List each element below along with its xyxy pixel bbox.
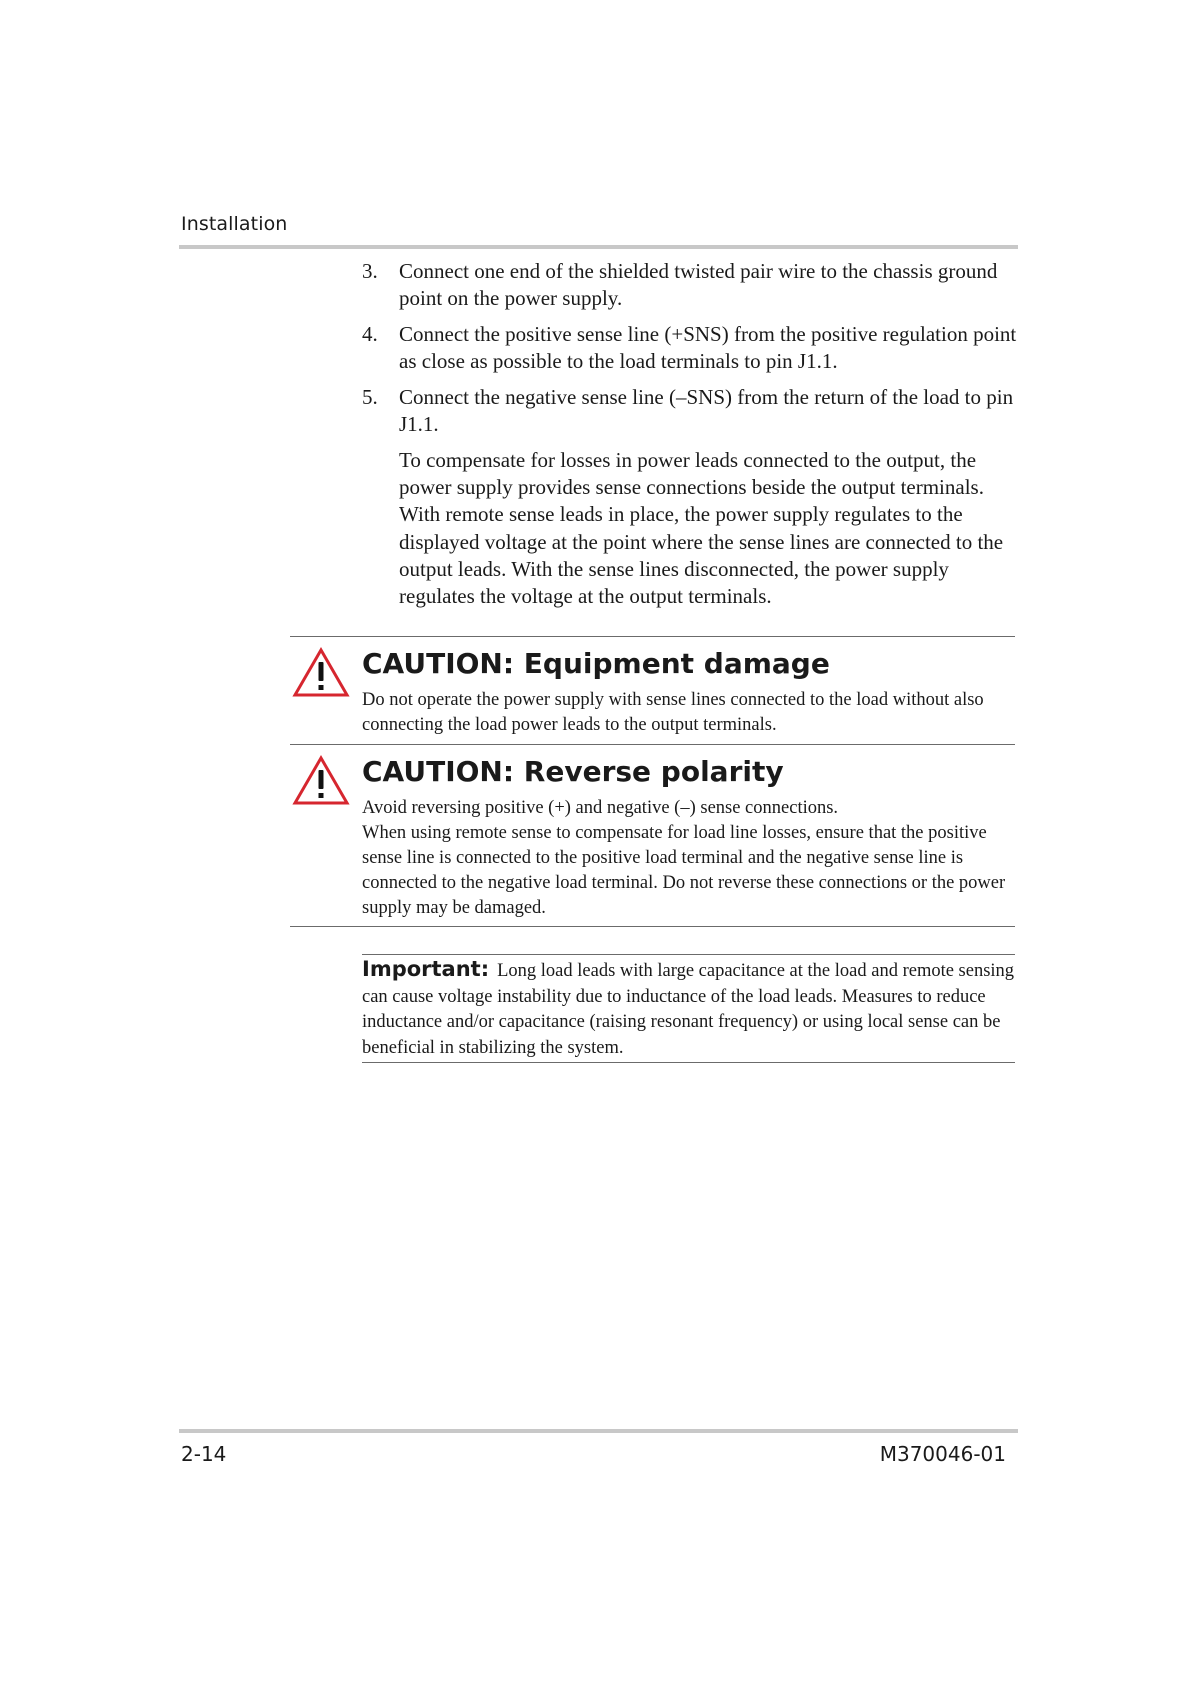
list-item	[362, 258, 1018, 312]
step-number: 4.	[362, 322, 378, 346]
step-list	[362, 258, 1018, 447]
caution-text: When using remote sense to compensate for load line losses, ensure that the positive sense line is connected to the positive load terminal and the negative sense line is connected to the negative load terminal. Do not reverse these connections or the power supply may be damaged.	[362, 823, 1006, 918]
explanation-paragraph: To compensate for losses in power leads connected to the output, the power supply provides sense connections beside the output terminals. With remote sense leads in place, the power supply regulates to the displayed voltage at the point where the sense lines are connected to the output leads. With the sense lines disconnected, the power supply regulates the voltage at the output terminals.	[399, 448, 1004, 609]
important-text: Long load leads with large capacitance at the load and remote sensing can cause voltage instability due to inductance of the load leads. Measures to reduce inductance and/or capacitance (raising resonant frequency) or using local sense can be beneficial in stabilizing the system.	[362, 961, 1015, 1058]
caution-bottom-rule	[290, 926, 1015, 927]
list-item	[362, 384, 1018, 438]
header-rule	[179, 245, 1018, 249]
caution-top-rule	[290, 636, 1015, 637]
step-number: 5.	[362, 385, 378, 409]
caution-divider-rule	[290, 744, 1015, 745]
caution-title: CAUTION: Equipment damage	[362, 647, 830, 680]
important-bottom-rule	[362, 1062, 1015, 1063]
caution-text: Do not operate the power supply with sense lines connected to the load without also connecting the load power leads to the output terminals.	[362, 690, 984, 735]
important-label: Important:	[362, 957, 490, 981]
caution-reverse-polarity	[290, 755, 1016, 925]
caution-title: CAUTION: Reverse polarity	[362, 755, 784, 788]
page-number: 2-14	[181, 1442, 227, 1466]
caution-equipment-damage	[290, 647, 1016, 743]
caution-body	[362, 796, 1012, 921]
warning-triangle-icon	[292, 755, 350, 807]
step-text: Connect the positive sense line (+SNS) from the positive regulation point as close as possible to the load terminals to pin J1.1.	[399, 322, 1017, 373]
document-number: M370046-01	[879, 1442, 1006, 1466]
list-item	[362, 321, 1018, 375]
step-text: Connect one end of the shielded twisted pair wire to the chassis ground point on the power supply.	[399, 259, 998, 310]
warning-triangle-icon	[292, 647, 350, 699]
important-top-rule	[362, 954, 1015, 955]
running-header: Installation	[181, 213, 288, 235]
step-text: Connect the negative sense line (–SNS) from the return of the load to pin J1.1.	[399, 385, 1014, 436]
caution-body	[362, 688, 1012, 738]
caution-text: Avoid reversing positive (+) and negative (–) sense connections.	[362, 798, 839, 818]
footer-rule	[179, 1429, 1018, 1433]
important-note	[362, 957, 1015, 1061]
step-number: 3.	[362, 259, 378, 283]
